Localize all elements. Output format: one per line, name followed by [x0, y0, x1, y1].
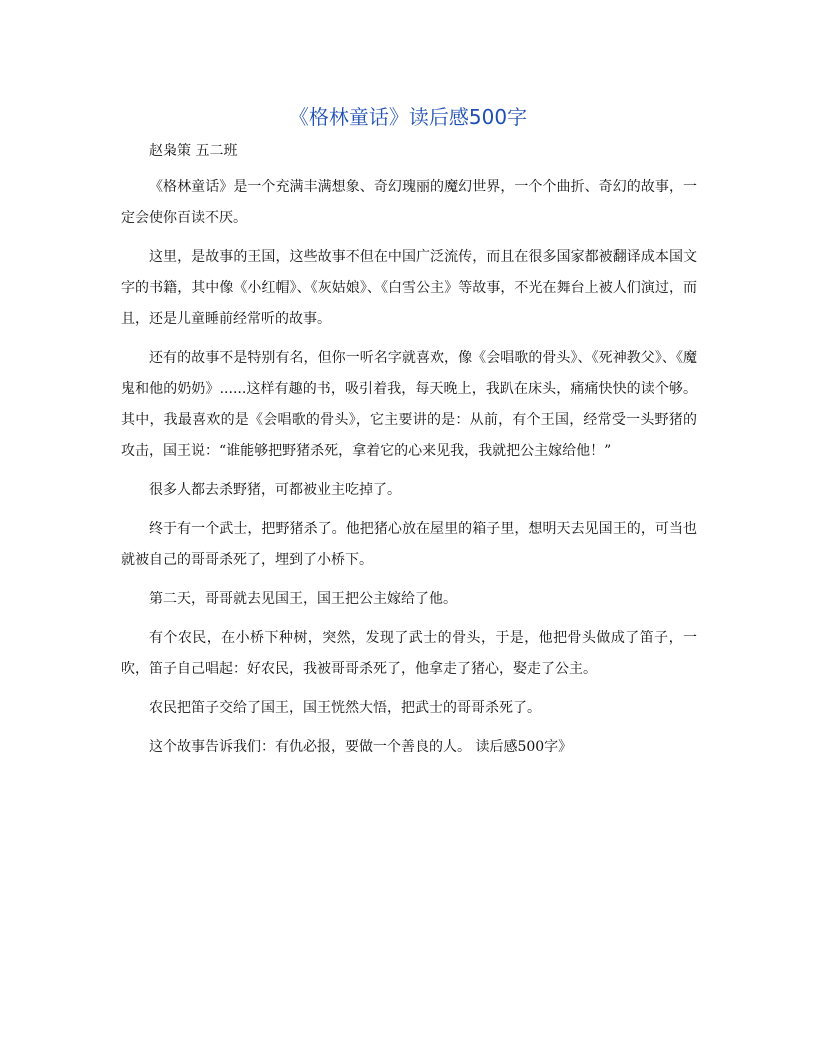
- paragraph: 还有的故事不是特别有名，但你一听名字就喜欢，像《会唱歌的骨头》、《死神教父》、《魔鬼和他的奶奶》......这样有趣的书，吸引着我，每天晚上，我趴在床头，痛痛快快的读个够。其中，我最喜欢的是《会唱歌的骨头》，它主要讲的是：从前，有个王国，经常受一头野猪的攻击，国王说：“谁能够把野猪杀死，拿着它的心来见我，我就把公主嫁给他！”: [121, 350, 697, 459]
- paragraph: 很多人都去杀野猪，可都被业主吃掉了。: [149, 482, 401, 498]
- paragraph: 《格林童话》是一个充满丰满想象、奇幻瑰丽的魔幻世界，一个个曲折、奇幻的故事，一定会使你百读不厌。: [121, 179, 697, 226]
- paragraph: 第二天，哥哥就去见国王，国王把公主嫁给了他。: [149, 591, 457, 607]
- paragraph: 有个农民，在小桥下种树，突然，发现了武士的骨头，于是，他把骨头做成了笛子，一吹，笛子自己唱起：好农民，我被哥哥杀死了，他拿走了猪心，娶走了公主。: [121, 630, 697, 677]
- paragraph: 农民把笛子交给了国王，国王恍然大悟，把武士的哥哥杀死了。: [149, 700, 541, 716]
- paragraph: 终于有一个武士，把野猪杀了。他把猪心放在屋里的箱子里，想明天去见国王的，可当也就被自己的哥哥杀死了，埋到了小桥下。: [121, 521, 697, 568]
- document-title: 《格林童话》读后感500字: [288, 105, 528, 129]
- document-body: [121, 172, 697, 771]
- paragraph: 这个故事告诉我们：有仇必报，要做一个善良的人。 读后感500字》: [149, 739, 573, 755]
- paragraph: 这里，是故事的王国，这些故事不但在中国广泛流传，而且在很多国家都被翻译成本国文字的书籍，其中像《小红帽》、《灰姑娘》、《白雪公主》等故事，不光在舞台上被人们演过，而且，还是儿童睡前经常听的故事。: [121, 249, 697, 327]
- author-line: 赵枭策 五二班: [149, 143, 238, 159]
